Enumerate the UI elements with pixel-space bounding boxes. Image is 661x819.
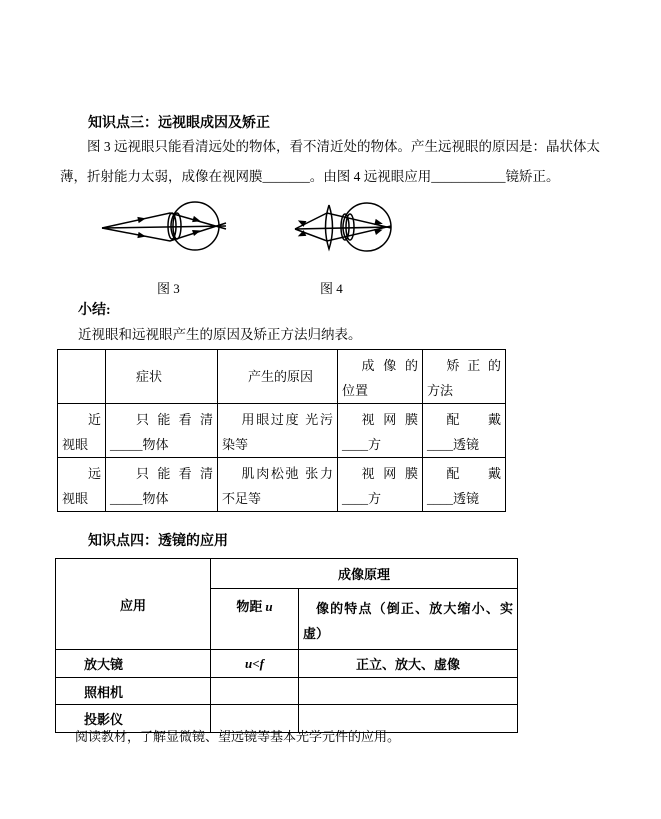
t2-magnifier-cell: 放大镜 xyxy=(56,650,211,678)
paragraph-line: 图 3 远视眼只能看清远处的物体，看不清近处的物体。产生远视眼的原因是：晶状体太 xyxy=(87,139,600,154)
table1-row-myopia xyxy=(58,404,506,458)
reading-note: 阅读教材，了解显微镜、望远镜等基本光学元件的应用。 xyxy=(75,729,401,744)
section4-heading: 知识点四：透镜的应用 xyxy=(88,534,228,549)
hyperopia-corrected-eye-diagram xyxy=(291,196,426,268)
table2-row-camera xyxy=(56,678,518,705)
lens-applications-table xyxy=(55,558,518,733)
summary-intro: 近视眼和远视眼产生的原因及矫正方法归纳表。 xyxy=(78,327,362,342)
summary-heading: 小结: xyxy=(78,303,111,318)
t2-camera-u-cell xyxy=(211,678,299,705)
t2-magnifier-u-cell: u<f xyxy=(211,650,299,678)
hyperopia-eye-diagram xyxy=(98,197,270,263)
table1-row-hyperopia xyxy=(58,458,506,512)
t1-cause-header: 产生的原因 xyxy=(218,350,338,404)
t2-projector-cell: 投影仪 xyxy=(56,705,211,733)
t2-camera-feature-cell xyxy=(299,678,518,705)
t1-myopia-cause: 用眼过度 光污 染等 xyxy=(218,404,338,458)
t1-myopia-position: 视网膜 ____方 xyxy=(338,404,423,458)
t1-hyperopia-fix: 配戴 ____透镜 xyxy=(423,458,506,512)
t1-corner-cell xyxy=(58,350,106,404)
t2-object-distance-header: 物距 u xyxy=(211,589,299,650)
t1-hyperopia-cause: 肌肉松弛 张力 不足等 xyxy=(218,458,338,512)
t1-myopia-name: 近 视眼 xyxy=(58,404,106,458)
t2-magnifier-feature-cell: 正立、放大、虚像 xyxy=(299,650,518,678)
u-symbol: u xyxy=(265,599,273,614)
fig4-caption: 图 4 xyxy=(320,281,343,296)
table2-row-magnifier xyxy=(56,650,518,678)
t2-camera-cell: 照相机 xyxy=(56,678,211,705)
t1-position-header: 成像的 位置 xyxy=(338,350,423,404)
t1-hyperopia-symptom: 只能看清 _____物体 xyxy=(106,458,218,512)
t2-image-feature-header: 像的特点（倒正、放大缩小、实 虚） xyxy=(299,589,518,650)
t1-myopia-fix: 配戴 ____透镜 xyxy=(423,404,506,458)
section3-paragraph xyxy=(60,132,600,192)
t1-hyperopia-position: 视网膜 ____方 xyxy=(338,458,423,512)
t1-fix-header: 矫正的 方法 xyxy=(423,350,506,404)
paragraph-line-with-blanks: 薄，折射能力太弱，成像在视网膜_______。由图 4 远视眼应用___________镜矫正。 xyxy=(60,169,560,184)
fig3-caption: 图 3 xyxy=(157,281,180,296)
t1-myopia-symptom: 只能看清 _____物体 xyxy=(106,404,218,458)
table1-header-row xyxy=(58,350,506,404)
t1-hyperopia-name: 远 视眼 xyxy=(58,458,106,512)
t2-application-header: 应用 xyxy=(56,559,211,650)
t2-principle-header: 成像原理 xyxy=(211,559,518,589)
t1-symptom-header: 症状 xyxy=(106,350,218,404)
table2-header-row1 xyxy=(56,559,518,589)
vision-comparison-table xyxy=(57,349,506,512)
section3-heading: 知识点三：远视眼成因及矫正 xyxy=(88,116,270,131)
